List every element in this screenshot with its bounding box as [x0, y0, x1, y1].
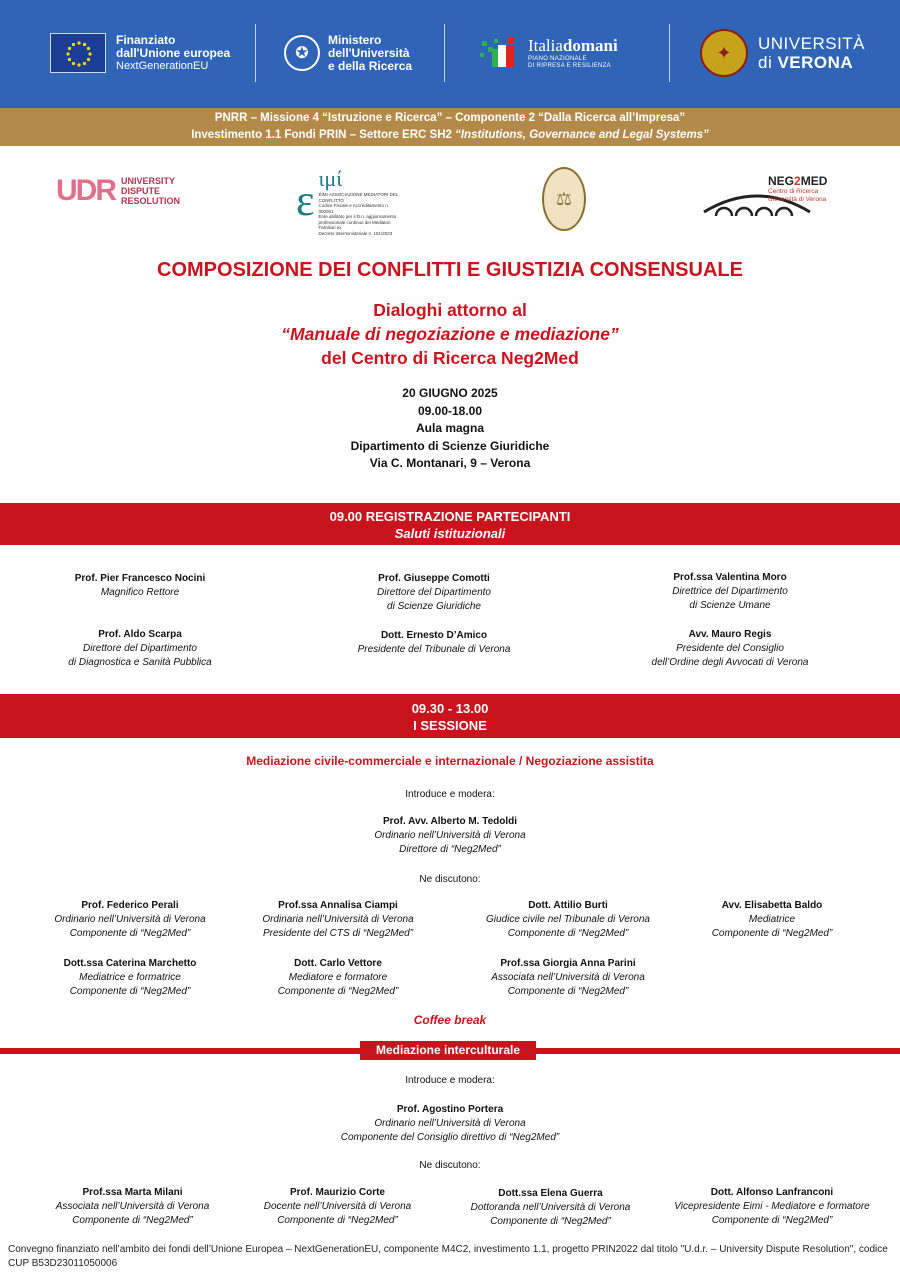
udr-logo [56, 174, 180, 208]
registration-bar [0, 503, 900, 545]
panel-person [20, 957, 240, 999]
seal-icon: ⚖ [542, 167, 586, 231]
intercultural-title: Mediazione interculturale [360, 1041, 536, 1060]
person-role: Direttore del Dipartimento [377, 587, 491, 598]
udr-line1: UNIVERSITY [121, 176, 176, 186]
panel-person [20, 899, 240, 941]
registration-title: 09.00 REGISTRAZIONE PARTECIPANTI [329, 509, 571, 524]
eimi-small3: Ente abilitato per il D.n. aggiornamento [318, 214, 397, 219]
person-name: Avv. Elisabetta Baldo [721, 900, 823, 911]
person-name: Dott. Alfonso Lanfranconi [710, 1187, 834, 1198]
person-role: Associata nell’Università di Verona [491, 972, 645, 983]
neg2med-logo [702, 174, 828, 218]
italiadomani-line1: PIANO NAZIONALE [528, 56, 587, 62]
sub-title-line2: “Manuale di negoziazione e mediazione” [281, 324, 619, 344]
main-title: COMPOSIZIONE DEI CONFLITTI E GIUSTIZIA CONSENSUALE [157, 259, 743, 281]
neg2med-sub1: Centro di Ricerca [768, 188, 819, 195]
eimi-logo [296, 166, 398, 236]
udr-mark: UDR [56, 174, 115, 207]
lawyers-seal-logo [542, 167, 586, 231]
person-name: Dott. Ernesto D’Amico [380, 630, 488, 641]
person-role: Ordinaria nell’Università di Verona [262, 914, 414, 925]
person-name: Dott. Carlo Vettore [294, 958, 382, 969]
panel-person [662, 899, 882, 941]
person-role: Direttrice del Dipartimento [672, 586, 788, 597]
neg2med-title-c: MED [800, 174, 828, 188]
university-line2-b: VERONA [777, 53, 854, 72]
event-date: 20 GIUGNO 2025 [402, 386, 498, 400]
person-name: Prof. Aldo Scarpa [98, 629, 182, 640]
person-name: Prof. Avv. Alberto M. Tedoldi [382, 816, 518, 827]
person-role: Mediatore e formatore [288, 972, 388, 983]
eimi-word: ιμί [318, 166, 343, 191]
udr-line2: DISPUTE [121, 186, 161, 196]
italiadomani-line2: DI RIPRESA E RESILIENZA [528, 63, 611, 69]
person-role: di Scienze Giuridiche [387, 601, 481, 612]
person-name: Dott.ssa Caterina Marchetto [63, 958, 197, 969]
person-role: Associata nell’Università di Verona [55, 1201, 210, 1212]
person-name: Prof. Maurizio Corte [289, 1187, 385, 1198]
eu-line3: NextGenerationEU [116, 59, 209, 72]
greeting-person [334, 572, 534, 614]
person-role: Componente di “Neg2Med” [711, 1215, 833, 1226]
greeting-person [40, 628, 240, 670]
university-line1: UNIVERSITÀ [758, 34, 866, 53]
event-time: 09.00-18.00 [417, 403, 483, 418]
intercultural-intro-label: Introduce e modera: [405, 1075, 495, 1086]
person-role: Direttore del Dipartimento [83, 643, 197, 654]
person-role: Componente di “Neg2Med” [711, 928, 833, 939]
person-name: Dott.ssa Elena Guerra [498, 1188, 603, 1199]
pnrr-line2-a: Investimento 1.1 Fondi PRIN – Settore ERC SH2 [191, 129, 456, 141]
person-name: Prof. Pier Francesco Nocini [74, 573, 206, 584]
person-name: Prof.ssa Valentina Moro [673, 572, 787, 583]
person-role: dell’Ordine degli Avvocati di Verona [651, 657, 809, 668]
person-role: Giudice civile nel Tribunale di Verona [486, 914, 650, 925]
person-name: Dott. Attilio Burti [528, 900, 608, 911]
eu-logo [50, 22, 230, 84]
person-role: Presidente del Consiglio [676, 643, 784, 654]
panel-person [20, 1186, 245, 1228]
person-name: Prof.ssa Giorgia Anna Parini [500, 958, 636, 969]
eimi-small5: Decreto Interministeriale n. 151/2023 [318, 230, 393, 236]
person-name: Prof.ssa Marta Milani [82, 1187, 183, 1198]
banner-divider [444, 24, 445, 82]
person-role: Presidente del Tribunale di Verona [357, 644, 511, 655]
person-role: Componente di “Neg2Med” [507, 928, 629, 939]
italiadomani-mark-icon [478, 33, 522, 73]
panel-person [228, 957, 448, 999]
neg2med-sub2: Università di Verona [768, 196, 827, 203]
panel-person [228, 899, 448, 941]
person-role: Magnifico Rettore [100, 587, 180, 598]
top-banner [0, 0, 900, 108]
university-logo [700, 22, 865, 84]
person-role: Dottoranda nell’Università di Verona [470, 1202, 631, 1213]
person-name: Prof. Agostino Portera [396, 1104, 504, 1115]
session1-discuss-label: Ne discutono: [419, 874, 481, 885]
person-name: Prof. Federico Perali [81, 900, 179, 911]
greeting-person [630, 571, 830, 613]
person-role: Ordinario nell’Università di Verona [374, 1118, 526, 1129]
ministry-line2: dell'Università [328, 45, 410, 60]
funding-footer: Convegno finanziato nell’ambito dei fondi dell’Unione Europea – NextGenerationEU, componente M4C2, investimento 1.1, progetto PRIN2022 dal titolo "U.d.r. – University Dispute Resolution", codice CUP B53D23011050006 [8, 1244, 888, 1269]
banner-divider [255, 24, 256, 82]
republic-emblem-icon: ✪ [284, 35, 320, 71]
event-room: Aula magna [415, 421, 484, 435]
udr-line3: RESOLUTION [121, 196, 181, 206]
sub-title-line1: Dialoghi attorno al [373, 300, 527, 320]
eimi-small4: professionale continuo dei Mediatori Familiari ex [318, 219, 391, 230]
eimi-small2: Codice Fiscale e Accreditamento n. 000001 [318, 203, 390, 214]
person-role: Componente del Consiglio direttivo di “Neg2Med” [340, 1132, 560, 1143]
person-role: Componente di “Neg2Med” [72, 1215, 193, 1226]
person-role: Ordinario nell’Università di Verona [54, 914, 206, 925]
person-role: Componente di “Neg2Med” [277, 986, 399, 997]
neg2med-title-a: NEG [768, 174, 795, 188]
panel-person [652, 1186, 892, 1228]
ministry-line1: Ministero [328, 32, 382, 47]
person-role: Componente di “Neg2Med” [277, 1215, 398, 1226]
session1-title: I SESSIONE [413, 718, 487, 733]
banner-divider [669, 24, 670, 82]
greeting-person [630, 628, 830, 670]
person-name: Avv. Mauro Regis [688, 629, 772, 640]
ministry-logo [284, 22, 412, 84]
person-role: Componente di “Neg2Med” [69, 986, 191, 997]
pnrr-line2-b: “Institutions, Governance and Legal Systems” [455, 129, 709, 141]
italiadomani-name-b: domani [562, 36, 618, 55]
session1-time: 09.30 - 13.00 [411, 701, 489, 716]
greeting-person [40, 572, 240, 600]
neg2med-title-b: 2 [794, 174, 801, 188]
person-role: Componente di “Neg2Med” [69, 928, 191, 939]
person-role: di Scienze Umane [689, 600, 771, 611]
pnrr-line1: PNRR – Missione 4 “Istruzione e Ricerca” – Componente 2 “Dalla Ricerca all’Impresa” [214, 112, 686, 124]
university-line2-a: di [758, 53, 778, 72]
person-role: Presidente del CTS di “Neg2Med” [262, 928, 414, 939]
panel-person [225, 1186, 450, 1228]
sub-title-line3: del Centro di Ricerca Neg2Med [321, 348, 579, 368]
person-role: Componente di “Neg2Med” [507, 986, 629, 997]
sub-title [0, 298, 900, 370]
person-role: Ordinario nell’Università di Verona [374, 830, 526, 841]
session1-moderator [300, 815, 600, 857]
eimi-small1: EIMI ASSOCIAZIONE MEDIATORI DEL CONFLITTO [318, 192, 399, 203]
italiadomani-logo [478, 22, 618, 84]
person-role: Direttore di “Neg2Med” [399, 844, 501, 855]
pnrr-band [0, 108, 900, 146]
session1-topic: Mediazione civile-commerciale e internazionale / Negoziazione assistita [246, 754, 654, 768]
session1-intro-label: Introduce e modera: [405, 789, 495, 800]
person-role: Mediatrice e formatrice [79, 972, 181, 983]
eu-line1: Finanziato [116, 32, 176, 47]
event-dept: Dipartimento di Scienze Giuridiche [350, 438, 550, 453]
ministry-line3: e della Ricerca [328, 58, 413, 73]
panel-person [438, 1187, 663, 1229]
intercultural-discuss-label: Ne discutono: [419, 1160, 481, 1171]
person-role: di Diagnostica e Sanità Pubblica [68, 657, 212, 668]
person-role: Vicepresidente Eimi - Mediatore e formatore [674, 1201, 870, 1212]
eimi-mark: ε [296, 176, 315, 225]
person-name: Prof. Giuseppe Comotti [378, 573, 490, 584]
eu-flag-icon [50, 33, 106, 73]
session1-bar [0, 694, 900, 738]
italiadomani-name-a: Italia [528, 36, 563, 55]
person-role: Componente di “Neg2Med” [490, 1216, 611, 1227]
eu-line2: dall'Unione europea [116, 45, 231, 60]
person-name: Prof.ssa Annalisa Ciampi [278, 900, 398, 911]
panel-person [458, 957, 678, 999]
intercultural-moderator [270, 1103, 630, 1145]
event-address: Via C. Montanari, 9 – Verona [369, 456, 531, 470]
person-role: Mediatrice [748, 914, 796, 925]
event-info [0, 385, 900, 473]
registration-subtitle: Saluti istituzionali [394, 526, 506, 541]
panel-person [458, 899, 678, 941]
person-role: Docente nell’Università di Verona [263, 1201, 412, 1212]
greeting-person [334, 629, 534, 657]
university-seal-icon: ✦ [700, 29, 748, 77]
coffee-break: Coffee break [413, 1013, 487, 1027]
